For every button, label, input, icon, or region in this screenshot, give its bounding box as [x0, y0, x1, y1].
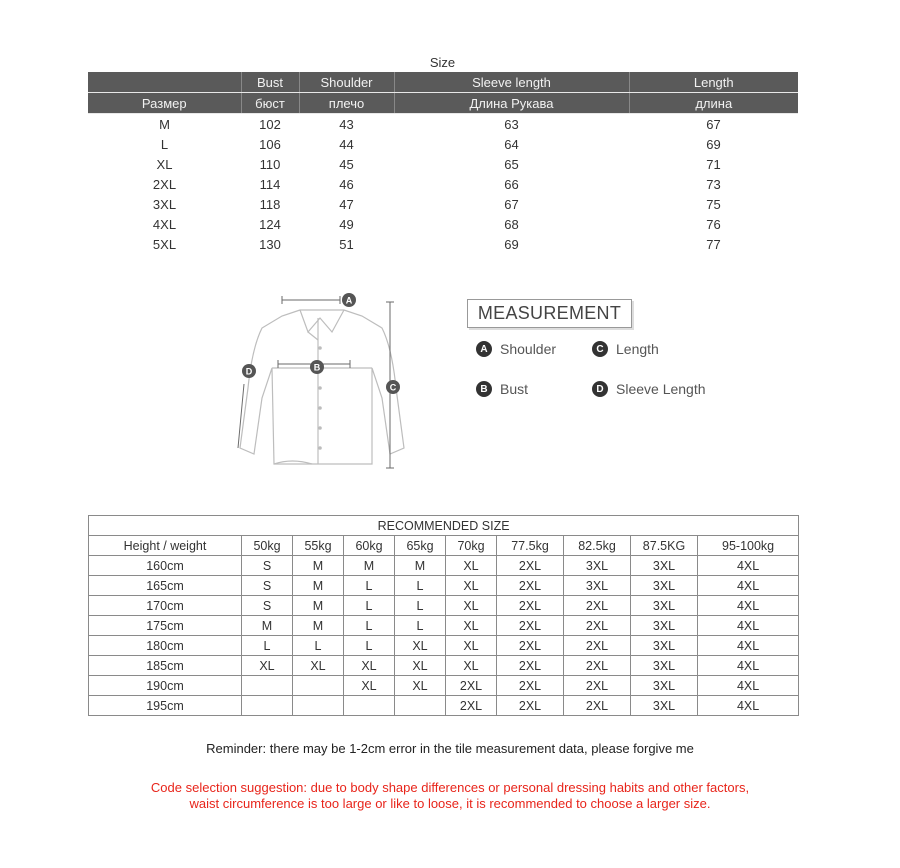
size-header-ru-4: длина: [629, 93, 798, 114]
legend-item-shoulder: [476, 341, 556, 357]
size-chart-body: [88, 114, 798, 255]
recommended-cell: 3XL: [631, 616, 698, 636]
size-row: [88, 134, 798, 154]
recommended-cell: [242, 676, 293, 696]
size-cell: M: [159, 116, 170, 132]
size-cell: 69: [706, 136, 721, 152]
recommended-title: RECOMMENDED SIZE: [89, 516, 799, 536]
recommended-header-cell: 50kg: [242, 536, 293, 556]
recommended-cell: 4XL: [698, 656, 799, 676]
recommended-header-cell: 55kg: [293, 536, 344, 556]
recommended-cell: 2XL: [497, 596, 564, 616]
recommended-header-cell: 77.5kg: [497, 536, 564, 556]
recommended-cell: XL: [446, 656, 497, 676]
recommended-header-cell: 65kg: [395, 536, 446, 556]
recommended-row: [89, 676, 799, 696]
size-header-ru-2: плечо: [299, 93, 394, 114]
recommended-cell: L: [395, 576, 446, 596]
recommended-header-cell: Height / weight: [89, 536, 242, 556]
recommended-cell: [344, 696, 395, 716]
legend-item-length: [592, 341, 659, 357]
size-header-ru-0: Размер: [88, 93, 241, 114]
recommended-cell: 4XL: [698, 556, 799, 576]
recommended-cell: 3XL: [564, 556, 631, 576]
recommended-row: [89, 556, 799, 576]
recommended-row: [89, 576, 799, 596]
legend-badge-a: A: [476, 341, 492, 357]
recommended-title-row: [89, 516, 799, 536]
recommended-cell: 2XL: [446, 676, 497, 696]
recommended-cell: 3XL: [564, 576, 631, 596]
recommended-cell: 180cm: [89, 636, 242, 656]
recommended-cell: 165cm: [89, 576, 242, 596]
legend-badge-b: B: [476, 381, 492, 397]
recommended-cell: XL: [395, 676, 446, 696]
size-cell: 51: [339, 236, 354, 252]
size-cell: XL: [156, 156, 173, 172]
recommended-cell: 170cm: [89, 596, 242, 616]
size-chart-title: Size: [429, 55, 456, 70]
legend-label-length: Length: [616, 341, 659, 357]
size-cell: 2XL: [152, 176, 177, 192]
size-cell: 73: [706, 176, 721, 192]
legend-item-bust: [476, 381, 528, 397]
size-row: [88, 234, 798, 254]
recommended-cell: 175cm: [89, 616, 242, 636]
recommended-cell: 2XL: [446, 696, 497, 716]
recommended-cell: M: [293, 616, 344, 636]
size-chart-table: [88, 72, 798, 254]
recommended-cell: L: [344, 616, 395, 636]
recommended-cell: 4XL: [698, 576, 799, 596]
size-header-en-0: [88, 72, 241, 93]
size-cell: 4XL: [152, 216, 177, 232]
recommended-cell: [242, 696, 293, 716]
size-cell: 71: [706, 156, 721, 172]
size-row: [88, 194, 798, 214]
marker-b: B: [313, 362, 321, 373]
size-header-row-ru: [88, 93, 798, 114]
recommended-cell: 190cm: [89, 676, 242, 696]
recommended-cell: 160cm: [89, 556, 242, 576]
size-cell: 47: [339, 196, 354, 212]
recommended-cell: 2XL: [497, 576, 564, 596]
recommended-row: [89, 596, 799, 616]
size-cell: 77: [706, 236, 721, 252]
size-cell: 75: [706, 196, 721, 212]
recommended-header-row: [89, 536, 799, 556]
legend-badge-c: C: [592, 341, 608, 357]
size-cell: 124: [259, 216, 281, 232]
size-row: [88, 154, 798, 174]
recommended-cell: XL: [446, 636, 497, 656]
shirt-diagram: [232, 288, 412, 478]
recommended-cell: 3XL: [631, 656, 698, 676]
size-header-en-3: Sleeve length: [394, 72, 629, 93]
recommended-cell: M: [293, 576, 344, 596]
marker-a: A: [345, 295, 353, 306]
size-cell: 106: [259, 136, 281, 152]
size-row: [88, 114, 798, 135]
size-row: [88, 174, 798, 194]
size-cell: 64: [504, 136, 519, 152]
size-cell: 45: [339, 156, 354, 172]
recommended-cell: L: [344, 576, 395, 596]
recommended-cell: 4XL: [698, 616, 799, 636]
recommended-cell: 2XL: [564, 596, 631, 616]
size-cell: 118: [259, 196, 281, 212]
size-cell: 63: [504, 116, 519, 132]
recommended-cell: XL: [446, 576, 497, 596]
measurement-title: MEASUREMENT: [477, 303, 622, 323]
recommended-cell: XL: [395, 656, 446, 676]
size-cell: 43: [339, 116, 354, 132]
size-header-ru-3: Длина Рукава: [394, 93, 629, 114]
recommended-cell: L: [344, 636, 395, 656]
size-cell: 3XL: [152, 196, 177, 212]
size-header-en-2: Shoulder: [299, 72, 394, 93]
size-row: [88, 214, 798, 234]
recommended-cell: 2XL: [564, 636, 631, 656]
recommended-cell: 3XL: [631, 636, 698, 656]
recommended-cell: XL: [344, 656, 395, 676]
legend-label-shoulder: Shoulder: [500, 341, 557, 357]
recommended-header-cell: 60kg: [344, 536, 395, 556]
recommended-size-body: [89, 516, 799, 716]
recommended-cell: S: [242, 596, 293, 616]
size-cell: L: [160, 136, 169, 152]
recommended-cell: XL: [446, 596, 497, 616]
legend-item-sleeve-length: [592, 381, 706, 397]
recommended-cell: XL: [293, 656, 344, 676]
recommended-row: [89, 696, 799, 716]
recommended-cell: 4XL: [698, 676, 799, 696]
size-header-en-4: Length: [629, 72, 798, 93]
recommended-cell: [293, 696, 344, 716]
recommended-cell: 2XL: [497, 556, 564, 576]
recommended-row: [89, 656, 799, 676]
size-cell: 46: [339, 176, 354, 192]
recommended-cell: 4XL: [698, 596, 799, 616]
recommended-cell: 185cm: [89, 656, 242, 676]
recommended-cell: S: [242, 556, 293, 576]
recommended-cell: XL: [395, 636, 446, 656]
size-cell: 114: [259, 176, 281, 192]
recommended-cell: 3XL: [631, 676, 698, 696]
marker-d: D: [245, 366, 253, 377]
recommended-cell: 3XL: [631, 596, 698, 616]
size-header-ru-1: бюст: [241, 93, 299, 114]
recommended-cell: L: [395, 596, 446, 616]
size-cell: 130: [259, 236, 281, 252]
recommended-cell: XL: [446, 616, 497, 636]
recommended-cell: 3XL: [631, 696, 698, 716]
recommended-cell: 2XL: [497, 676, 564, 696]
recommended-cell: 2XL: [497, 696, 564, 716]
recommended-cell: L: [344, 596, 395, 616]
recommended-cell: L: [395, 616, 446, 636]
recommended-cell: XL: [344, 676, 395, 696]
size-cell: 110: [259, 156, 281, 172]
recommended-cell: M: [242, 616, 293, 636]
reminder-text: Reminder: there may be 1-2cm error in the tile measurement data, please forgive me: [206, 741, 694, 756]
recommended-cell: 2XL: [497, 616, 564, 636]
size-cell: 69: [504, 236, 519, 252]
size-cell: 66: [504, 176, 519, 192]
recommended-cell: [395, 696, 446, 716]
size-cell: 67: [706, 116, 721, 132]
suggestion-text: Code selection suggestion: due to body shape differences or personal dressing habits and other factors, waist circumference is too large or like to loose, it is recommended to choose a larger size.: [150, 780, 750, 811]
recommended-cell: M: [293, 596, 344, 616]
size-header-row-en: [88, 72, 798, 93]
size-header-en-1: Bust: [241, 72, 299, 93]
size-cell: 49: [339, 216, 354, 232]
recommended-cell: 3XL: [631, 556, 698, 576]
recommended-cell: XL: [446, 556, 497, 576]
recommended-cell: L: [242, 636, 293, 656]
recommended-cell: 2XL: [497, 636, 564, 656]
recommended-cell: XL: [242, 656, 293, 676]
recommended-cell: 4XL: [698, 636, 799, 656]
size-cell: 67: [504, 196, 519, 212]
legend-badge-d: D: [592, 381, 608, 397]
recommended-cell: M: [344, 556, 395, 576]
recommended-size-table: [88, 515, 799, 716]
legend-label-bust: Bust: [500, 381, 529, 397]
recommended-header-cell: 95-100kg: [698, 536, 799, 556]
size-cell: 76: [706, 216, 721, 232]
recommended-row: [89, 636, 799, 656]
legend-label-sleeve-length: Sleeve Length: [616, 381, 706, 397]
recommended-header-cell: 82.5kg: [564, 536, 631, 556]
shirt-illustration: [232, 288, 412, 478]
recommended-cell: 2XL: [564, 656, 631, 676]
recommended-cell: 2XL: [497, 656, 564, 676]
recommended-row: [89, 616, 799, 636]
size-cell: 102: [259, 116, 281, 132]
recommended-cell: 2XL: [564, 696, 631, 716]
size-cell: 65: [504, 156, 519, 172]
recommended-cell: M: [395, 556, 446, 576]
recommended-cell: 195cm: [89, 696, 242, 716]
recommended-cell: [293, 676, 344, 696]
recommended-cell: L: [293, 636, 344, 656]
recommended-cell: 2XL: [564, 616, 631, 636]
recommended-cell: 4XL: [698, 696, 799, 716]
measurement-title-box: [467, 299, 632, 328]
recommended-cell: S: [242, 576, 293, 596]
size-cell: 68: [504, 216, 519, 232]
size-cell: 5XL: [152, 236, 177, 252]
recommended-cell: 2XL: [564, 676, 631, 696]
recommended-cell: M: [293, 556, 344, 576]
recommended-cell: 3XL: [631, 576, 698, 596]
recommended-header-cell: 70kg: [446, 536, 497, 556]
recommended-header-cell: 87.5KG: [631, 536, 698, 556]
size-cell: 44: [339, 136, 354, 152]
marker-c: C: [389, 382, 397, 393]
